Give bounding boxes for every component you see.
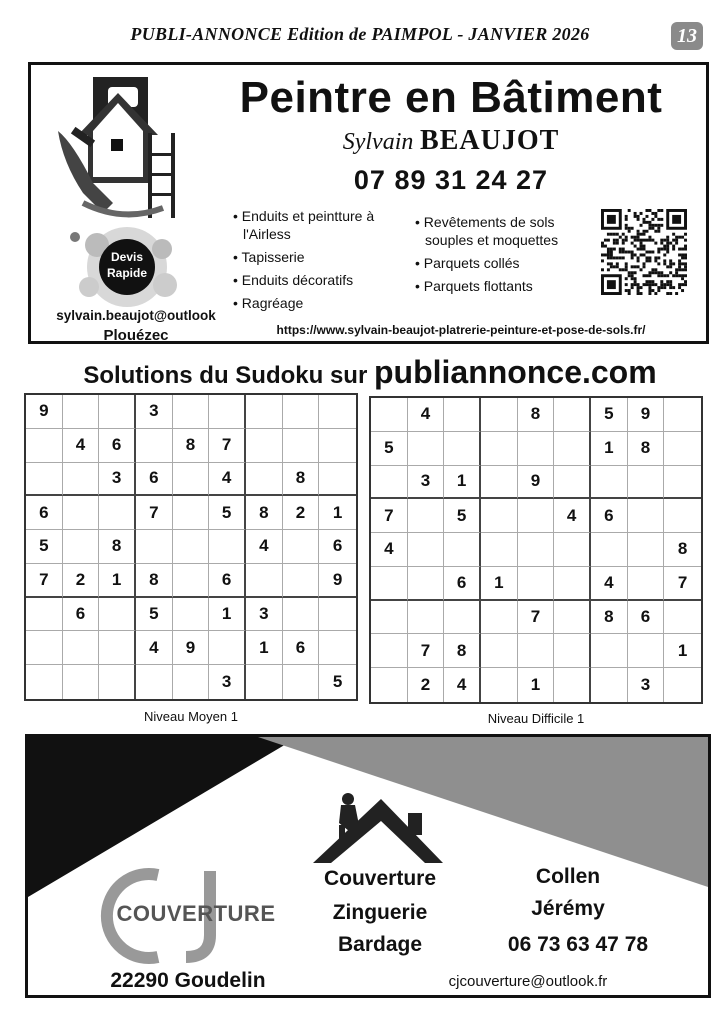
sudoku-cell: [371, 567, 408, 601]
sudoku-cell: [371, 398, 408, 432]
sudoku-cell: 5: [26, 530, 63, 564]
sudoku-cell: [319, 463, 356, 497]
sudoku-cell: 6: [319, 530, 356, 564]
sudoku-cell: 9: [26, 395, 63, 429]
sudoku-cell: [444, 601, 481, 635]
sudoku-cell: [628, 499, 665, 533]
sudoku-cell: [173, 598, 210, 632]
sudoku-cell: 7: [209, 429, 246, 463]
sudoku-title: [40, 354, 700, 391]
cj-logo-word: COUVERTURE: [116, 901, 276, 926]
sudoku-cell: 6: [209, 564, 246, 598]
sudoku-cell: 4: [209, 463, 246, 497]
sudoku-cell: [481, 668, 518, 702]
sudoku-cell: 3: [408, 466, 445, 500]
roofing-service-3: Bardage: [337, 933, 423, 956]
sudoku-cell: 8: [518, 398, 555, 432]
roofing-service-2: Zinguerie: [332, 901, 428, 924]
sudoku-cell: [628, 634, 665, 668]
service-item: • Parquets collés: [415, 255, 520, 271]
sudoku-cell: 4: [371, 533, 408, 567]
sudoku-cell: [63, 395, 100, 429]
sudoku-cell: [371, 634, 408, 668]
sudoku-cell: [26, 598, 63, 632]
sudoku-cell: [444, 533, 481, 567]
sudoku-cell: [63, 496, 100, 530]
sudoku-cell: [283, 429, 320, 463]
sudoku-cell: [554, 466, 591, 500]
sudoku-cell: [518, 499, 555, 533]
sudoku-cell: [481, 466, 518, 500]
sudoku-cell: [444, 432, 481, 466]
painter-town: Plouézec: [103, 327, 169, 344]
sudoku-cell: [26, 665, 63, 699]
sudoku-cell: [209, 631, 246, 665]
sudoku-cell: [136, 530, 173, 564]
sudoku-cell: [554, 668, 591, 702]
edition-title: PUBLI-ANNONCE Edition de PAIMPOL - JANVIER 2026: [130, 24, 590, 44]
sudoku-cell: 3: [99, 463, 136, 497]
sudoku-cell: [99, 598, 136, 632]
sudoku-cell: [481, 432, 518, 466]
painter-last-name: BEAUJOT: [420, 125, 560, 156]
painter-email[interactable]: sylvain.beaujot@outlook: [56, 308, 216, 323]
sudoku-cell: 1: [319, 496, 356, 530]
sudoku-cell: [99, 665, 136, 699]
service-item: • Ragréage: [233, 295, 304, 311]
sudoku-cell: [554, 601, 591, 635]
sudoku-cell: 2: [63, 564, 100, 598]
sudoku-cell: 4: [63, 429, 100, 463]
sudoku-cell: [664, 499, 701, 533]
sudoku-cell: [63, 665, 100, 699]
sudoku-cell: [444, 398, 481, 432]
sudoku-cell: 6: [628, 601, 665, 635]
sudoku-cell: 5: [136, 598, 173, 632]
sudoku-cell: 9: [518, 466, 555, 500]
sudoku-cell: 9: [319, 564, 356, 598]
sudoku-cell: 9: [173, 631, 210, 665]
sudoku-cell: [246, 429, 283, 463]
sudoku-cell: 4: [136, 631, 173, 665]
service-item: • Parquets flottants: [415, 278, 533, 294]
sudoku-cell: 5: [371, 432, 408, 466]
sudoku-grid-difficile: [369, 396, 703, 704]
sudoku-cell: [554, 634, 591, 668]
sudoku-cell: 4: [591, 567, 628, 601]
sudoku-cell: 7: [371, 499, 408, 533]
sudoku-cell: [209, 530, 246, 564]
sudoku-cell: 1: [664, 634, 701, 668]
page-number: 13: [671, 22, 703, 50]
sudoku-cell: 3: [628, 668, 665, 702]
sudoku-cell: [246, 395, 283, 429]
sudoku-cell: [628, 466, 665, 500]
sudoku-cell: 1: [518, 668, 555, 702]
sudoku-cell: [518, 567, 555, 601]
sudoku-cell: [173, 530, 210, 564]
sudoku-cell: [554, 533, 591, 567]
roofer-town: 22290 Goudelin: [110, 969, 266, 992]
sudoku-cell: 1: [481, 567, 518, 601]
sudoku-cell: [408, 432, 445, 466]
sudoku-cell: [319, 631, 356, 665]
painter-phone: 07 89 31 24 27: [353, 165, 549, 195]
sudoku-cell: [319, 429, 356, 463]
sudoku-cell: [664, 601, 701, 635]
sudoku-cell: [173, 665, 210, 699]
painter-logo-icon: [53, 73, 183, 223]
sudoku-cell: 8: [99, 530, 136, 564]
sudoku-cell: [371, 601, 408, 635]
service-item: • Tapisserie: [233, 249, 305, 265]
sudoku-cell: [209, 395, 246, 429]
sudoku-cell: 1: [209, 598, 246, 632]
painter-name: [291, 125, 611, 157]
sudoku-cell: [173, 395, 210, 429]
sudoku-cell: [283, 665, 320, 699]
sudoku-cell: [173, 496, 210, 530]
sudoku-cell: [283, 530, 320, 564]
sudoku-cell: [481, 499, 518, 533]
painter-first-name: Sylvain: [342, 129, 414, 155]
sudoku-cell: 8: [444, 634, 481, 668]
sudoku-cell: [246, 564, 283, 598]
sudoku-cell: [283, 598, 320, 632]
sudoku-cell: 5: [209, 496, 246, 530]
sudoku-cell: [99, 395, 136, 429]
sudoku-cell: [408, 533, 445, 567]
sudoku-cell: 1: [591, 432, 628, 466]
sudoku-cell: 6: [444, 567, 481, 601]
sudoku-cell: [664, 466, 701, 500]
sudoku-cell: 3: [246, 598, 283, 632]
sudoku-cell: 7: [518, 601, 555, 635]
sudoku-cell: [371, 668, 408, 702]
sudoku-cell: [591, 533, 628, 567]
sudoku-cell: 5: [444, 499, 481, 533]
sudoku-cell: 2: [283, 496, 320, 530]
sudoku-cell: [63, 530, 100, 564]
sudoku-cell: [26, 631, 63, 665]
sudoku-cell: [518, 533, 555, 567]
sudoku-cell: [319, 598, 356, 632]
badge-line2: Rapide: [106, 266, 147, 280]
sudoku-cell: [481, 398, 518, 432]
sudoku-cell: [664, 398, 701, 432]
roofing-ad: [25, 734, 711, 998]
sudoku-cell: [319, 395, 356, 429]
sudoku-cell: [628, 533, 665, 567]
painter-url[interactable]: https://www.sylvain-beaujot-platrerie-peinture-et-pose-de-sols.fr/: [276, 323, 646, 337]
roofer-first-name: Collen: [535, 865, 601, 888]
sudoku-cell: 2: [408, 668, 445, 702]
roofer-email[interactable]: cjcouverture@outlook.fr: [448, 973, 608, 990]
sudoku-cell: [283, 395, 320, 429]
sudoku-cell: [246, 665, 283, 699]
sudoku-cell: 6: [63, 598, 100, 632]
sudoku-grid-moyen: [24, 393, 358, 701]
sudoku-cell: 6: [26, 496, 63, 530]
sudoku-cell: 7: [26, 564, 63, 598]
grid-label-moyen: Niveau Moyen 1: [144, 709, 238, 724]
sudoku-cell: [99, 496, 136, 530]
sudoku-cell: 8: [591, 601, 628, 635]
sudoku-cell: [481, 533, 518, 567]
sudoku-cell: [518, 634, 555, 668]
sudoku-cell: [591, 466, 628, 500]
badge-line1: Devis: [110, 250, 144, 264]
sudoku-cell: 5: [332, 672, 343, 692]
sudoku-cell: [136, 665, 173, 699]
sudoku-cell: [173, 463, 210, 497]
sudoku-cell: 8: [173, 429, 210, 463]
sudoku-cell: 7: [136, 496, 173, 530]
sudoku-cell: 4: [246, 530, 283, 564]
sudoku-cell: 6: [99, 429, 136, 463]
sudoku-cell: 8: [664, 533, 701, 567]
sudoku-cell: 3: [136, 395, 173, 429]
sudoku-cell: [283, 564, 320, 598]
services-right-list: [415, 213, 585, 300]
sudoku-cell: [26, 429, 63, 463]
service-item: • Revêtements de sols souples et moquettes: [415, 214, 559, 248]
sudoku-title-site[interactable]: publiannonce.com: [373, 354, 657, 390]
qr-code-icon[interactable]: [601, 209, 687, 295]
sudoku-cell: [518, 432, 555, 466]
sudoku-cell: 3: [209, 665, 246, 699]
sudoku-cell: [99, 631, 136, 665]
sudoku-cell: 4: [408, 398, 445, 432]
services-left-list: [233, 207, 403, 317]
sudoku-cell: [371, 466, 408, 500]
sudoku-cell: [246, 463, 283, 497]
roofer-house-icon: [313, 791, 443, 863]
sudoku-cell: 6: [136, 463, 173, 497]
sudoku-cell: [481, 601, 518, 635]
sudoku-cell: [554, 398, 591, 432]
sudoku-cell: [628, 567, 665, 601]
sudoku-cell: [591, 634, 628, 668]
grid-label-difficile: Niveau Difficile 1: [487, 711, 585, 726]
sudoku-cell: [63, 463, 100, 497]
sudoku-cell: 7: [664, 567, 701, 601]
painter-ad: [28, 62, 709, 344]
sudoku-cell: 1: [99, 564, 136, 598]
sudoku-cell: [591, 668, 628, 702]
sudoku-cell: [664, 668, 701, 702]
sudoku-cell: [408, 601, 445, 635]
sudoku-cell: [554, 567, 591, 601]
sudoku-cell: [554, 432, 591, 466]
sudoku-cell: 7: [408, 634, 445, 668]
sudoku-cell: 8: [283, 463, 320, 497]
sudoku-cell: 8: [628, 432, 665, 466]
sudoku-cell: 9: [628, 398, 665, 432]
painter-title: Peintre en Bâtiment: [239, 73, 663, 122]
sudoku-cell: [136, 429, 173, 463]
sudoku-cell: 1: [444, 466, 481, 500]
sudoku-title-prefix: Solutions du Sudoku sur: [83, 362, 368, 389]
roofer-last-name: Jérémy: [531, 897, 605, 920]
devis-rapide-badge: [97, 249, 157, 281]
sudoku-cell: 5: [591, 398, 628, 432]
sudoku-cell: 6: [591, 499, 628, 533]
page-header: [0, 22, 727, 48]
sudoku-cell: [408, 567, 445, 601]
sudoku-cell: 8: [136, 564, 173, 598]
sudoku-cell: 1: [246, 631, 283, 665]
sudoku-cell: 8: [246, 496, 283, 530]
sudoku-cell: [63, 631, 100, 665]
service-item: • Enduits décoratifs: [233, 272, 354, 288]
sudoku-cell: [173, 564, 210, 598]
sudoku-cell: [26, 463, 63, 497]
sudoku-cell: [408, 499, 445, 533]
sudoku-cell: 4: [554, 499, 591, 533]
service-item: • Enduits et peintture à l'Airless: [233, 208, 375, 242]
sudoku-cell: [664, 432, 701, 466]
roofer-phone: 06 73 63 47 78: [507, 933, 649, 956]
sudoku-cell: [481, 634, 518, 668]
sudoku-cell: 4: [444, 668, 481, 702]
roofing-service-1: Couverture: [323, 867, 437, 890]
sudoku-cell: 6: [283, 631, 320, 665]
